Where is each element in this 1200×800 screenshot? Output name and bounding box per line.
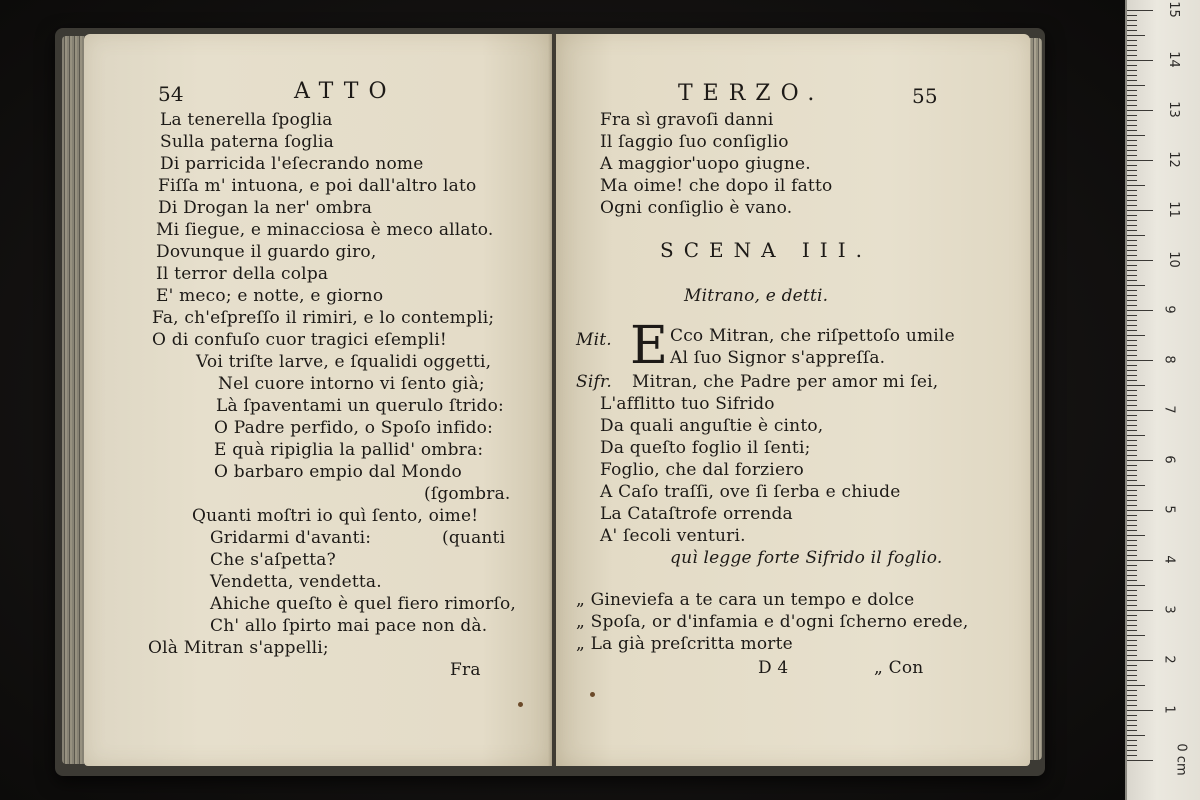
- quoted-line: „ Spoſa, or d'infamia e d'ogni ſcherno erede,: [576, 612, 969, 632]
- verse-line: Gridarmi d'avanti:: [210, 528, 372, 548]
- ruler-tick: [1127, 745, 1137, 746]
- ink-spot: [590, 692, 595, 697]
- verse-line: (quanti: [442, 528, 506, 548]
- catchword: Fra: [450, 660, 481, 680]
- ruler-tick: [1127, 245, 1137, 246]
- ruler-tick: [1127, 85, 1145, 86]
- speech-line: La Cataſtrofe orrenda: [600, 504, 793, 524]
- ruler-tick: [1127, 120, 1137, 121]
- ruler-tick: [1127, 400, 1137, 401]
- ruler-tick: [1127, 535, 1145, 536]
- ruler-tick: [1127, 710, 1153, 711]
- ruler-tick: [1127, 295, 1137, 296]
- stage-direction: Mitrano, e detti.: [684, 286, 829, 306]
- ruler-tick: [1127, 555, 1137, 556]
- ruler-tick: [1127, 140, 1137, 141]
- ruler-tick: [1127, 750, 1137, 751]
- ruler-tick: [1127, 105, 1137, 106]
- verse-line: Il ſaggio ſuo conſiglio: [600, 132, 789, 152]
- ruler-tick: [1127, 720, 1137, 721]
- ruler-tick: [1127, 290, 1137, 291]
- ruler-tick: [1127, 205, 1137, 206]
- signature-mark: D 4: [758, 658, 789, 678]
- ruler-tick: [1127, 485, 1145, 486]
- verse-line: Fra sì gravoſi danni: [600, 110, 774, 130]
- speech-line: Cco Mitran, che riſpettoſo umile: [670, 326, 955, 346]
- ruler-tick: [1127, 630, 1137, 631]
- verse-line: Ogni conſiglio è vano.: [600, 198, 793, 218]
- ruler-tick: [1127, 110, 1153, 111]
- speech-line: Da queſto foglio il ſenti;: [600, 438, 811, 458]
- ruler-tick: [1127, 695, 1137, 696]
- ruler-tick: [1127, 475, 1137, 476]
- verse-line: Sulla paterna ſoglia: [160, 132, 334, 152]
- ruler-tick: [1127, 350, 1137, 351]
- ruler-tick: [1127, 80, 1137, 81]
- ruler-tick: [1127, 100, 1137, 101]
- ruler-tick: [1127, 530, 1137, 531]
- ruler-tick: [1127, 715, 1137, 716]
- catchword: „ Con: [874, 658, 924, 678]
- right-page: [556, 34, 1030, 766]
- ruler-tick: [1127, 755, 1137, 756]
- speech-line: Al ſuo Signor s'appreſſa.: [670, 348, 886, 368]
- ruler-tick: [1127, 520, 1137, 521]
- ruler-tick: [1127, 180, 1137, 181]
- ruler-tick: [1127, 300, 1137, 301]
- verse-line: La tenerella ſpoglia: [160, 110, 333, 130]
- ruler-tick: [1127, 760, 1153, 761]
- ruler-tick: [1127, 670, 1137, 671]
- ruler-tick: [1127, 660, 1153, 661]
- scene-title: SCENA III.: [660, 238, 872, 262]
- ruler-tick: [1127, 155, 1137, 156]
- ruler-tick: [1127, 175, 1137, 176]
- ruler-tick: [1127, 685, 1145, 686]
- ruler-tick: [1127, 645, 1137, 646]
- verse-line: (ſgombra.: [424, 484, 511, 504]
- ruler-number: 6: [1161, 455, 1177, 464]
- ruler-tick: [1127, 375, 1137, 376]
- ruler-tick: [1127, 365, 1137, 366]
- ruler-tick: [1127, 515, 1137, 516]
- ruler-tick: [1127, 225, 1137, 226]
- ruler-tick: [1127, 260, 1153, 261]
- ruler-tick: [1127, 640, 1137, 641]
- ruler-tick: [1127, 575, 1137, 576]
- ruler-tick: [1127, 130, 1137, 131]
- ruler-tick: [1127, 420, 1137, 421]
- verse-line: O Padre perfido, o Spoſo infido:: [214, 418, 494, 438]
- ruler-tick: [1127, 465, 1137, 466]
- verse-line: Là ſpaventami un querulo ſtrido:: [216, 396, 504, 416]
- ruler-tick: [1127, 340, 1137, 341]
- drop-cap: E: [630, 316, 668, 376]
- ruler-tick: [1127, 435, 1145, 436]
- ruler-tick: [1127, 95, 1137, 96]
- ruler-tick: [1127, 440, 1137, 441]
- ruler-tick: [1127, 165, 1137, 166]
- ruler-tick: [1127, 625, 1137, 626]
- ruler-number: 13: [1165, 101, 1181, 118]
- verse-line: E quà ripiglia la pallid' ombra:: [214, 440, 484, 460]
- ruler-tick: [1127, 690, 1137, 691]
- verse-line: Che s'aſpetta?: [210, 550, 336, 570]
- ruler-tick: [1127, 35, 1145, 36]
- ruler-number: 10: [1165, 251, 1181, 268]
- ruler-tick: [1127, 725, 1137, 726]
- ruler-tick: [1127, 235, 1145, 236]
- left-page: [84, 34, 552, 766]
- ruler-tick: [1127, 425, 1137, 426]
- ruler-tick: [1127, 545, 1137, 546]
- speech-line: A' ſecoli venturi.: [600, 526, 746, 546]
- ruler-tick: [1127, 30, 1137, 31]
- ruler-tick: [1127, 345, 1137, 346]
- ruler-tick: [1127, 605, 1137, 606]
- ruler-tick: [1127, 580, 1137, 581]
- ruler-tick: [1127, 370, 1137, 371]
- ruler-tick: [1127, 505, 1137, 506]
- ruler-tick: [1127, 615, 1137, 616]
- ruler-tick: [1127, 250, 1137, 251]
- ruler-tick: [1127, 60, 1153, 61]
- ruler-tick: [1127, 285, 1145, 286]
- running-head: ATTO: [294, 79, 397, 104]
- ruler-tick: [1127, 355, 1137, 356]
- verse-line: Voi triſte larve, e ſqualidi oggetti,: [196, 352, 492, 372]
- ruler-tick: [1127, 275, 1137, 276]
- ruler-tick: [1127, 445, 1137, 446]
- verse-line: Nel cuore intorno vi ſento già;: [218, 374, 485, 394]
- page-number: 55: [912, 84, 938, 108]
- verse-line: E' meco; e notte, e giorno: [156, 286, 384, 306]
- ruler-tick: [1127, 25, 1137, 26]
- ruler-number: 2: [1161, 655, 1177, 664]
- ruler-tick: [1127, 430, 1137, 431]
- ruler-tick: [1127, 565, 1137, 566]
- ruler-tick: [1127, 675, 1137, 676]
- verse-line: Olà Mitran s'appelli;: [148, 638, 329, 658]
- ruler-tick: [1127, 650, 1137, 651]
- ruler-tick: [1127, 395, 1137, 396]
- ruler-tick: [1127, 265, 1137, 266]
- page-number: 54: [158, 82, 184, 106]
- ruler-tick: [1127, 740, 1137, 741]
- ruler-tick: [1127, 550, 1137, 551]
- verse-line: Fiſſa m' intuona, e poi dall'altro lato: [158, 176, 477, 196]
- ruler-tick: [1127, 170, 1137, 171]
- ruler-tick: [1127, 315, 1137, 316]
- ruler-tick: [1127, 335, 1145, 336]
- ruler-tick: [1127, 280, 1137, 281]
- ruler-number: 7: [1161, 405, 1177, 414]
- ruler-tick: [1127, 700, 1137, 701]
- ruler-tick: [1127, 380, 1137, 381]
- verse-line: Vendetta, vendetta.: [210, 572, 382, 592]
- ruler-tick: [1127, 680, 1137, 681]
- speech-line: A Caſo traſſi, ove ſi ſerba e chiude: [600, 482, 901, 502]
- verse-line: Il terror della colpa: [156, 264, 329, 284]
- ruler-tick: [1127, 150, 1137, 151]
- ruler-tick: [1127, 255, 1137, 256]
- ruler-tick: [1127, 705, 1137, 706]
- speech-line: Da quali anguſtie è cinto,: [600, 416, 824, 436]
- ruler-tick: [1127, 360, 1153, 361]
- ink-spot: [518, 702, 523, 707]
- ruler-tick: [1127, 635, 1145, 636]
- ruler-tick: [1127, 390, 1137, 391]
- ruler-tick: [1127, 185, 1145, 186]
- ruler-tick: [1127, 160, 1153, 161]
- ruler-tick: [1127, 470, 1137, 471]
- speaker-label: Mit.: [576, 330, 612, 350]
- ruler-number: 1: [1161, 705, 1177, 714]
- ruler-tick: [1127, 570, 1137, 571]
- ruler-tick: [1127, 500, 1137, 501]
- ruler-tick: [1127, 135, 1145, 136]
- verse-line: Dovunque il guardo giro,: [156, 242, 377, 262]
- ruler-tick: [1127, 495, 1137, 496]
- ruler-tick: [1127, 665, 1137, 666]
- measurement-ruler: [1125, 0, 1200, 800]
- verse-line: Di parricida l'eſecrando nome: [160, 154, 424, 174]
- speech-line: Foglio, che dal forziero: [600, 460, 804, 480]
- verse-line: Di Drogan la ner' ombra: [158, 198, 373, 218]
- ruler-number: 8: [1161, 355, 1177, 364]
- ruler-number: 15: [1165, 1, 1181, 18]
- ruler-tick: [1127, 620, 1137, 621]
- ruler-tick: [1127, 320, 1137, 321]
- ruler-tick: [1127, 115, 1137, 116]
- ruler-tick: [1127, 595, 1137, 596]
- verse-line: Ahiche queſto è quel fiero rimorſo,: [210, 594, 516, 614]
- ruler-number: 4: [1161, 555, 1177, 564]
- ruler-tick: [1127, 610, 1153, 611]
- ruler-tick: [1127, 270, 1137, 271]
- verse-line: O di confuſo cuor tragici eſempli!: [152, 330, 447, 350]
- ruler-tick: [1127, 240, 1137, 241]
- ruler-tick: [1127, 410, 1153, 411]
- verse-line: Ch' allo ſpirto mai pace non dà.: [210, 616, 488, 636]
- ruler-unit-label: 0 cm: [1173, 743, 1189, 776]
- verse-line: A maggior'uopo giugne.: [600, 154, 811, 174]
- ruler-tick: [1127, 50, 1137, 51]
- ruler-tick: [1127, 490, 1137, 491]
- ruler-number: 5: [1161, 505, 1177, 514]
- ruler-tick: [1127, 735, 1145, 736]
- verse-line: Ma oime! che dopo il fatto: [600, 176, 833, 196]
- ruler-tick: [1127, 15, 1137, 16]
- ruler-tick: [1127, 560, 1153, 561]
- ruler-tick: [1127, 590, 1137, 591]
- ruler-tick: [1127, 655, 1137, 656]
- ruler-number: 9: [1161, 305, 1177, 314]
- ruler-number: 11: [1165, 201, 1181, 218]
- ruler-tick: [1127, 510, 1153, 511]
- verse-line: Fa, ch'eſpreſſo il rimiri, e lo contempli;: [152, 308, 495, 328]
- ruler-tick: [1127, 460, 1153, 461]
- ruler-tick: [1127, 65, 1137, 66]
- running-head: TERZO.: [678, 81, 825, 106]
- ruler-number: 3: [1161, 605, 1177, 614]
- ruler-tick: [1127, 405, 1137, 406]
- ruler-tick: [1127, 40, 1137, 41]
- ruler-tick: [1127, 20, 1137, 21]
- ruler-tick: [1127, 585, 1145, 586]
- speech-line: L'afflitto tuo Sifrido: [600, 394, 775, 414]
- reading-direction: quì legge forte Sifrido il foglio.: [670, 548, 943, 568]
- ruler-tick: [1127, 75, 1137, 76]
- ruler-tick: [1127, 90, 1137, 91]
- ruler-tick: [1127, 210, 1153, 211]
- ruler-tick: [1127, 200, 1137, 201]
- ruler-tick: [1127, 10, 1153, 11]
- ruler-tick: [1127, 455, 1137, 456]
- ruler-tick: [1127, 325, 1137, 326]
- ruler-tick: [1127, 70, 1137, 71]
- verse-line: Quanti moſtri io quì ſento, oime!: [192, 506, 479, 526]
- ruler-tick: [1127, 125, 1137, 126]
- ruler-tick: [1127, 55, 1137, 56]
- ruler-tick: [1127, 190, 1137, 191]
- verse-line: Mi ſiegue, e minacciosa è meco allato.: [156, 220, 494, 240]
- ruler-tick: [1127, 145, 1137, 146]
- ruler-tick: [1127, 450, 1137, 451]
- speaker-label: Sifr.: [576, 372, 613, 392]
- ruler-tick: [1127, 45, 1137, 46]
- quoted-line: „ La già preſcritta morte: [576, 634, 793, 654]
- ruler-tick: [1127, 385, 1145, 386]
- quoted-line: „ Gineviefa a te cara un tempo e dolce: [576, 590, 915, 610]
- ruler-tick: [1127, 305, 1137, 306]
- ruler-tick: [1127, 525, 1137, 526]
- speech-line: Mitran, che Padre per amor mi ſei,: [632, 372, 939, 392]
- ruler-tick: [1127, 330, 1137, 331]
- verse-line: O barbaro empio dal Mondo: [214, 462, 462, 482]
- ruler-tick: [1127, 415, 1137, 416]
- ruler-tick: [1127, 220, 1137, 221]
- ruler-tick: [1127, 215, 1137, 216]
- ruler-number: 12: [1165, 151, 1181, 168]
- ruler-tick: [1127, 195, 1137, 196]
- ruler-tick: [1127, 600, 1137, 601]
- ruler-number: 14: [1165, 51, 1181, 68]
- ruler-tick: [1127, 230, 1137, 231]
- left-page-edges: [62, 36, 86, 764]
- ruler-tick: [1127, 480, 1137, 481]
- ruler-tick: [1127, 310, 1153, 311]
- ruler-tick: [1127, 730, 1137, 731]
- ruler-tick: [1127, 540, 1137, 541]
